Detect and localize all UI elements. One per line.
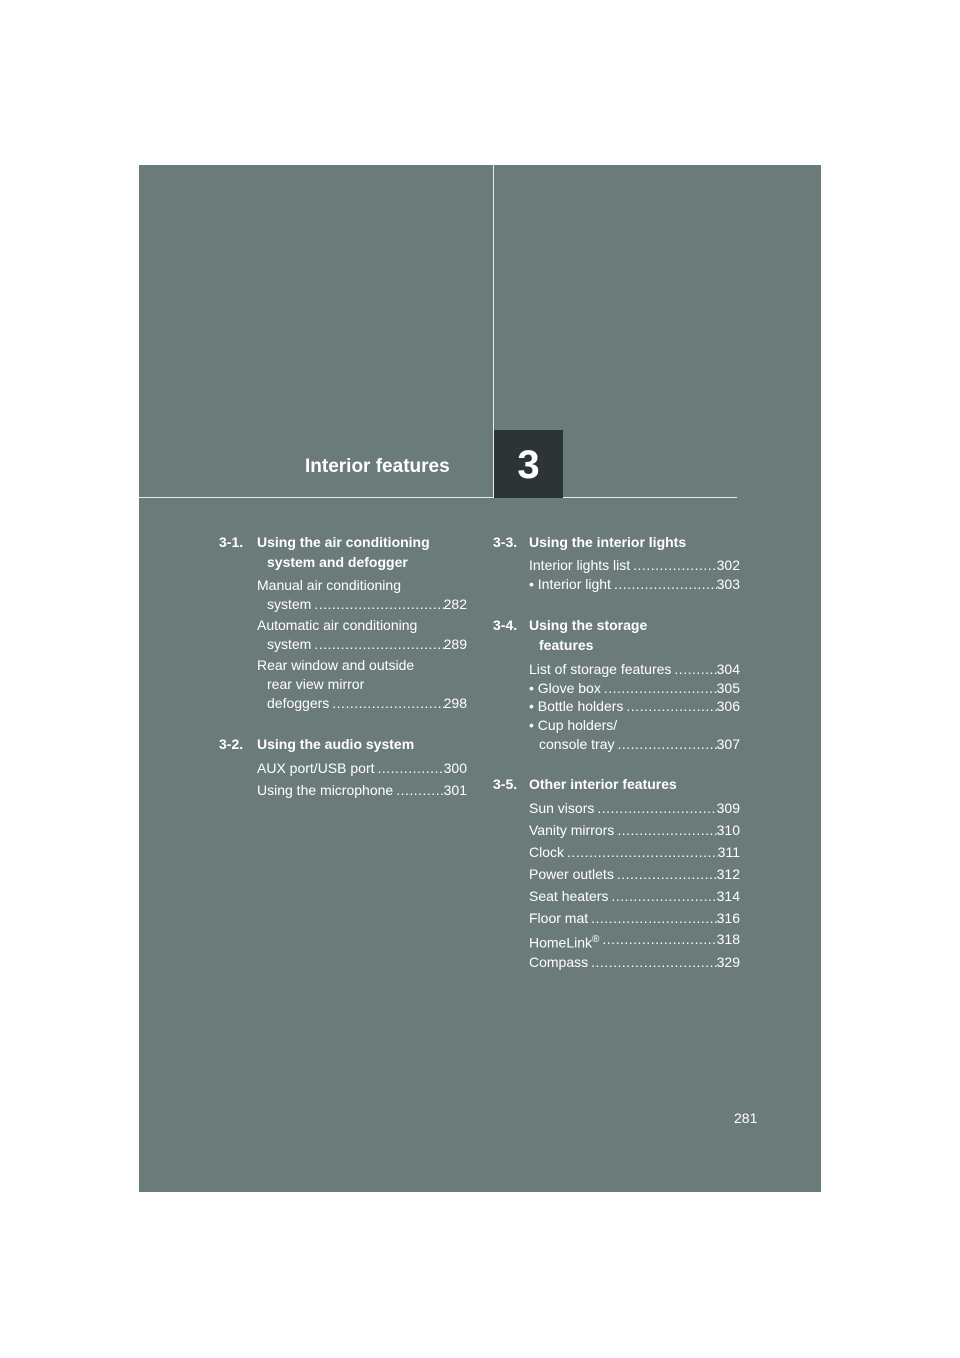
- entry-label: • Interior light: [529, 576, 611, 592]
- toc-entry[interactable]: [529, 821, 740, 840]
- entry-label: Floor mat: [529, 910, 589, 926]
- leader-dots: [564, 843, 718, 862]
- section-title[interactable]: [257, 734, 414, 754]
- entry-label: system: [267, 636, 312, 652]
- entry-label: List of storage features: [529, 661, 672, 677]
- section-title[interactable]: [529, 615, 647, 655]
- chapter-title: Interior features: [305, 456, 450, 477]
- entry-page: 307: [716, 736, 740, 752]
- section-number: 3-4.: [493, 617, 518, 633]
- toc-entry[interactable]: [529, 716, 740, 754]
- entry-page: 300: [443, 760, 467, 776]
- section-number: 3-2.: [219, 736, 244, 752]
- entry-page: 303: [716, 576, 740, 592]
- entry-page: 302: [716, 557, 740, 573]
- entry-label: • Glove box: [529, 680, 601, 696]
- toc-entry[interactable]: [529, 679, 740, 698]
- entry-label: defoggers: [267, 695, 330, 711]
- toc-entry[interactable]: [529, 953, 740, 972]
- entry-label: Using the microphone: [257, 782, 394, 798]
- leader-dots: [594, 799, 716, 818]
- toc-entry[interactable]: [529, 799, 740, 818]
- leader-dots: [623, 697, 716, 716]
- toc-entry[interactable]: [529, 887, 740, 906]
- entry-label: • Cup holders/: [529, 717, 618, 733]
- entry-page: 309: [716, 800, 740, 816]
- horizontal-divider: [139, 497, 737, 498]
- entry-page: 318: [716, 931, 740, 947]
- section-title-line: Using the audio system: [257, 736, 415, 752]
- entry-page: 301: [443, 782, 467, 798]
- section-title-line: features: [539, 637, 594, 653]
- toc-entry[interactable]: [257, 656, 467, 713]
- leader-dots: [614, 821, 716, 840]
- toc-entry[interactable]: [529, 697, 740, 716]
- leader-dots: [614, 865, 717, 884]
- entry-label: system: [267, 596, 312, 612]
- entry-label: rear view mirror: [267, 676, 365, 692]
- entry-label: Seat heaters: [529, 888, 609, 904]
- leader-dots: [588, 953, 717, 972]
- leader-dots: [588, 909, 717, 928]
- toc-entry[interactable]: [529, 843, 740, 862]
- section-title[interactable]: [529, 774, 677, 794]
- leader-dots: [311, 595, 443, 614]
- entry-page: 298: [443, 695, 467, 711]
- entry-label: Interior lights list: [529, 557, 631, 573]
- section-title-line: Using the storage: [529, 617, 648, 633]
- leader-dots: [608, 887, 716, 906]
- section-title-line: Other interior features: [529, 776, 677, 792]
- section-title-line: Using the air conditioning: [257, 534, 430, 550]
- entry-page: 305: [716, 680, 740, 696]
- entry-label: Vanity mirrors: [529, 822, 615, 838]
- entry-label: Power outlets: [529, 866, 614, 882]
- section-title[interactable]: [529, 532, 686, 552]
- toc-entry[interactable]: [529, 930, 740, 953]
- toc-entry[interactable]: [257, 576, 467, 614]
- entry-label: Compass: [529, 954, 589, 970]
- registered-mark: ®: [592, 934, 600, 945]
- entry-page: 311: [717, 844, 740, 860]
- entry-label: • Bottle holders: [529, 698, 624, 714]
- entry-page: 314: [716, 888, 740, 904]
- leader-dots: [611, 575, 717, 594]
- entry-page: 306: [716, 698, 740, 714]
- entry-label: Automatic air conditioning: [257, 617, 418, 633]
- page-number: 281: [734, 1110, 758, 1126]
- chapter-number-box: 3: [494, 430, 563, 498]
- leader-dots: [671, 660, 716, 679]
- toc-entry[interactable]: [529, 865, 740, 884]
- leader-dots: [311, 635, 443, 654]
- leader-dots: [375, 759, 444, 778]
- toc-entry[interactable]: [257, 781, 467, 800]
- toc-entry[interactable]: [257, 759, 467, 778]
- leader-dots: [630, 556, 716, 575]
- entry-label: console tray: [539, 736, 615, 752]
- toc-entry[interactable]: [529, 660, 740, 679]
- section-title[interactable]: [257, 532, 430, 572]
- leader-dots: [329, 694, 443, 713]
- section-title-line: Using the interior lights: [529, 534, 687, 550]
- entry-label: HomeLink: [529, 934, 593, 951]
- entry-label: Sun visors: [529, 800, 595, 816]
- toc-entry[interactable]: [257, 616, 467, 654]
- entry-label: Clock: [529, 844, 565, 860]
- section-number: 3-1.: [219, 534, 244, 550]
- entry-label: AUX port/USB port: [257, 760, 375, 776]
- entry-page: 282: [443, 596, 467, 612]
- leader-dots: [599, 930, 716, 953]
- section-title-line: system and defogger: [267, 554, 408, 570]
- entry-page: 329: [716, 954, 740, 970]
- entry-label: Manual air conditioning: [257, 577, 401, 593]
- entry-page: 310: [716, 822, 740, 838]
- leader-dots: [601, 679, 717, 698]
- leader-dots: [614, 735, 716, 754]
- toc-entry[interactable]: [529, 909, 740, 928]
- toc-entry[interactable]: [529, 556, 740, 575]
- entry-page: 312: [716, 866, 740, 882]
- entry-page: 304: [716, 661, 740, 677]
- section-number: 3-5.: [493, 776, 518, 792]
- entry-page: 289: [443, 636, 467, 652]
- leader-dots: [393, 781, 443, 800]
- entry-page: 316: [716, 910, 740, 926]
- entry-label: Rear window and outside: [257, 657, 415, 673]
- toc-entry[interactable]: [529, 575, 740, 594]
- section-number: 3-3.: [493, 534, 518, 550]
